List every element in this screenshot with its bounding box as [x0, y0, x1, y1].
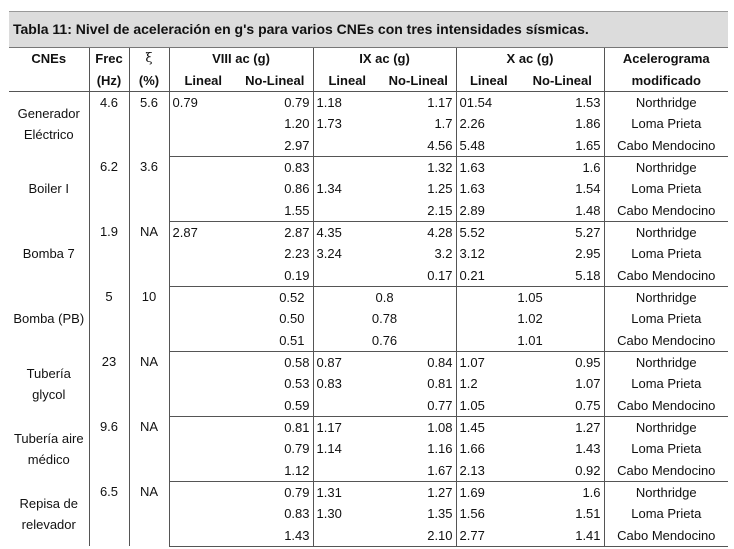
table-row: [9, 221, 728, 243]
header-x: X ac (g): [456, 48, 604, 69]
x-nolineal: 1.54: [575, 181, 601, 197]
table-row: [9, 156, 728, 178]
header-viii-lineal: Lineal: [169, 69, 237, 91]
viii-lineal: 2.87: [169, 221, 237, 243]
cne-name: Repisa de relevador: [19, 495, 79, 532]
viii-value: 0.51: [169, 329, 313, 351]
acelerograma-cell: Northridge: [604, 221, 728, 243]
ix-lineal: [313, 264, 381, 286]
viii-value: 0.52: [169, 286, 313, 308]
frec-cell: 23: [89, 351, 129, 416]
viii-lineal: [169, 134, 237, 156]
ix-nolineal: 2.15: [381, 199, 456, 221]
viii-lineal: [169, 156, 237, 178]
x-lineal: 1.56: [456, 503, 521, 524]
viii-lineal: [169, 373, 237, 394]
viii-lineal: [169, 178, 237, 199]
ix-value: 0.76: [313, 329, 456, 351]
x-nolineal: 1.53: [575, 94, 601, 110]
cne-name: Generador Eléctrico: [17, 105, 80, 142]
viii-lineal: [169, 525, 237, 547]
acelerograma-cell: Loma Prieta: [604, 308, 728, 329]
viii-nolineal: 0.83: [284, 159, 310, 175]
header-xi: ξ: [129, 48, 169, 69]
x-nolineal: 1.07: [575, 376, 601, 392]
x-lineal: 5.48: [456, 134, 521, 156]
x-nolineal: 5.18: [521, 264, 604, 286]
frec-cell: 9.6: [89, 416, 129, 481]
viii-nolineal: 0.53: [284, 376, 310, 392]
viii-lineal: [169, 243, 237, 264]
viii-nolineal: 0.79: [284, 485, 310, 501]
frec-cell: 6.5: [89, 481, 129, 546]
x-lineal: 2.77: [456, 525, 521, 547]
x-nolineal: 1.43: [575, 441, 601, 457]
x-lineal: 1.63: [456, 178, 521, 199]
cne-name: Bomba 7: [22, 246, 75, 262]
frec-cell: 4.6: [89, 91, 129, 156]
header-cnes: CNEs: [31, 51, 67, 67]
header-blank: [9, 69, 89, 91]
viii-lineal: [169, 113, 237, 134]
viii-nolineal: 2.23: [284, 246, 310, 262]
x-lineal: 3.12: [456, 243, 521, 264]
ix-nolineal: 1.67: [381, 460, 456, 482]
viii-lineal: 0.79: [169, 91, 237, 113]
x-nolineal: 1.6: [582, 485, 601, 501]
acceleration-table: [9, 48, 728, 547]
ix-value: 0.78: [313, 308, 456, 329]
xi-cell: 10: [129, 286, 169, 351]
acelerograma-cell: Northridge: [604, 91, 728, 113]
x-value: 1.01: [456, 329, 604, 351]
viii-lineal: [169, 351, 237, 373]
ix-nolineal: 2.10: [381, 525, 456, 547]
ix-lineal: [313, 199, 381, 221]
x-lineal: 1.05: [456, 395, 521, 417]
ix-nolineal: 0.17: [381, 264, 456, 286]
x-nolineal: 0.92: [521, 460, 604, 482]
viii-nolineal: 1.55: [237, 199, 313, 221]
ix-nolineal: 4.56: [381, 134, 456, 156]
acelerograma-cell: Loma Prieta: [604, 373, 728, 394]
x-nolineal: 0.75: [521, 395, 604, 417]
viii-nolineal: 0.86: [284, 181, 310, 197]
viii-lineal: [169, 481, 237, 503]
ix-nolineal: 1.35: [427, 506, 453, 522]
cne-name: Bomba (PB): [13, 311, 85, 327]
header-viii-nolineal: No-Lineal: [237, 69, 313, 91]
header-xi-unit: (%): [129, 69, 169, 91]
cne-name: Boiler I: [28, 181, 69, 197]
header-modificado: modificado: [604, 69, 728, 91]
x-nolineal: 1.41: [521, 525, 604, 547]
header-x-lineal: Lineal: [456, 69, 521, 91]
acelerograma-cell: Cabo Mendocino: [604, 525, 728, 547]
x-lineal: 2.26: [456, 113, 521, 134]
acelerograma-cell: Cabo Mendocino: [604, 199, 728, 221]
x-nolineal: 1.6: [582, 159, 601, 175]
ix-lineal: [313, 134, 381, 156]
x-lineal: 5.52: [456, 221, 521, 243]
x-nolineal: 1.65: [521, 134, 604, 156]
header-ix-lineal: Lineal: [313, 69, 381, 91]
xi-cell: NA: [129, 221, 169, 286]
x-value: 1.02: [456, 308, 604, 329]
acelerograma-cell: Loma Prieta: [604, 503, 728, 524]
acelerograma-cell: Northridge: [604, 286, 728, 308]
x-value: 1.05: [456, 286, 604, 308]
header-row: [9, 48, 728, 69]
xi-cell: 3.6: [129, 156, 169, 221]
table-title: Tabla 11: Nivel de aceleración en g's para varios CNEs con tres intensidades sísmicas.: [9, 11, 728, 48]
ix-lineal: 1.34: [313, 178, 381, 199]
ix-nolineal: 0.77: [381, 395, 456, 417]
ix-lineal: 4.35: [313, 221, 381, 243]
ix-lineal: 1.73: [313, 113, 381, 134]
viii-lineal: [169, 199, 237, 221]
viii-lineal: [169, 416, 237, 438]
ix-lineal: 0.87: [313, 351, 381, 373]
xi-cell: NA: [129, 481, 169, 546]
xi-cell: 5.6: [129, 91, 169, 156]
header-ix-nolineal: No-Lineal: [381, 69, 456, 91]
x-nolineal: 2.95: [575, 246, 601, 262]
table-row: [9, 286, 728, 308]
ix-value: 0.8: [313, 286, 456, 308]
x-nolineal: 1.86: [575, 116, 601, 132]
x-nolineal: 1.27: [575, 420, 601, 436]
viii-lineal: [169, 264, 237, 286]
ix-lineal: 1.30: [313, 503, 381, 524]
viii-nolineal: 0.83: [284, 506, 310, 522]
xi-cell: NA: [129, 351, 169, 416]
x-lineal: 1.2: [456, 373, 521, 394]
viii-nolineal: 2.97: [237, 134, 313, 156]
viii-lineal: [169, 438, 237, 459]
header-ix: IX ac (g): [313, 48, 456, 69]
x-lineal: 1.66: [456, 438, 521, 459]
ix-lineal: [313, 395, 381, 417]
viii-nolineal: 0.79: [284, 94, 310, 110]
header-subrow: [9, 69, 728, 91]
ix-nolineal: 1.7: [434, 116, 453, 132]
cne-name: Tubería glycol: [26, 365, 71, 402]
acelerograma-cell: Cabo Mendocino: [604, 329, 728, 351]
table-row: [9, 351, 728, 373]
ix-nolineal: 1.32: [427, 159, 453, 175]
viii-value: 0.50: [169, 308, 313, 329]
viii-nolineal: 1.20: [284, 116, 310, 132]
ix-lineal: [313, 156, 381, 178]
frec-cell: 1.9: [89, 221, 129, 286]
ix-lineal: 1.31: [313, 481, 381, 503]
ix-lineal: 0.83: [313, 373, 381, 394]
table-row: [9, 91, 728, 113]
table-row: [9, 416, 728, 438]
acelerograma-cell: Northridge: [604, 416, 728, 438]
ix-nolineal: 3.2: [434, 246, 453, 262]
viii-nolineal: 0.79: [284, 441, 310, 457]
frec-cell: 5: [89, 286, 129, 351]
x-lineal: 01.54: [456, 91, 521, 113]
header-frec-unit: (Hz): [89, 69, 129, 91]
acelerograma-cell: Northridge: [604, 351, 728, 373]
x-nolineal: 1.51: [575, 506, 601, 522]
x-nolineal: 5.27: [575, 224, 601, 240]
x-lineal: 1.07: [456, 351, 521, 373]
table-container: [9, 11, 728, 547]
x-lineal: 2.89: [456, 199, 521, 221]
x-lineal: 1.63: [456, 156, 521, 178]
ix-lineal: 3.24: [313, 243, 381, 264]
viii-nolineal: 0.59: [237, 395, 313, 417]
ix-lineal: [313, 460, 381, 482]
viii-nolineal: 1.12: [237, 460, 313, 482]
acelerograma-cell: Northridge: [604, 156, 728, 178]
x-lineal: 1.69: [456, 481, 521, 503]
x-nolineal: 1.48: [521, 199, 604, 221]
acelerograma-cell: Loma Prieta: [604, 178, 728, 199]
ix-nolineal: 4.28: [427, 224, 453, 240]
ix-lineal: [313, 525, 381, 547]
xi-cell: NA: [129, 416, 169, 481]
viii-lineal: [169, 503, 237, 524]
acelerograma-cell: Cabo Mendocino: [604, 264, 728, 286]
x-lineal: 2.13: [456, 460, 521, 482]
ix-lineal: 1.14: [313, 438, 381, 459]
ix-nolineal: 1.16: [427, 441, 453, 457]
header-frec: Frec: [89, 48, 129, 69]
viii-nolineal: 0.81: [284, 420, 310, 436]
ix-lineal: 1.17: [313, 416, 381, 438]
acelerograma-cell: Northridge: [604, 481, 728, 503]
acelerograma-cell: Cabo Mendocino: [604, 395, 728, 417]
ix-nolineal: 1.25: [427, 181, 453, 197]
viii-lineal: [169, 460, 237, 482]
ix-nolineal: 0.84: [427, 354, 453, 370]
x-lineal: 0.21: [456, 264, 521, 286]
acelerograma-cell: Cabo Mendocino: [604, 460, 728, 482]
viii-nolineal: 0.19: [237, 264, 313, 286]
cne-name: Tubería aire médico: [13, 430, 84, 467]
acelerograma-cell: Cabo Mendocino: [604, 134, 728, 156]
x-lineal: 1.45: [456, 416, 521, 438]
ix-nolineal: 1.08: [427, 420, 453, 436]
header-x-nolineal: No-Lineal: [521, 69, 604, 91]
viii-nolineal: 0.58: [284, 354, 310, 370]
ix-nolineal: 1.17: [427, 94, 453, 110]
header-acelerograma: Acelerograma: [604, 48, 728, 69]
table-row: [9, 481, 728, 503]
viii-nolineal: 2.87: [284, 224, 310, 240]
ix-nolineal: 1.27: [427, 485, 453, 501]
acelerograma-cell: Loma Prieta: [604, 113, 728, 134]
viii-nolineal: 1.43: [237, 525, 313, 547]
x-nolineal: 0.95: [575, 354, 601, 370]
frec-cell: 6.2: [89, 156, 129, 221]
ix-lineal: 1.18: [313, 91, 381, 113]
acelerograma-cell: Loma Prieta: [604, 243, 728, 264]
acelerograma-cell: Loma Prieta: [604, 438, 728, 459]
viii-lineal: [169, 395, 237, 417]
header-viii: VIII ac (g): [169, 48, 313, 69]
ix-nolineal: 0.81: [427, 376, 453, 392]
